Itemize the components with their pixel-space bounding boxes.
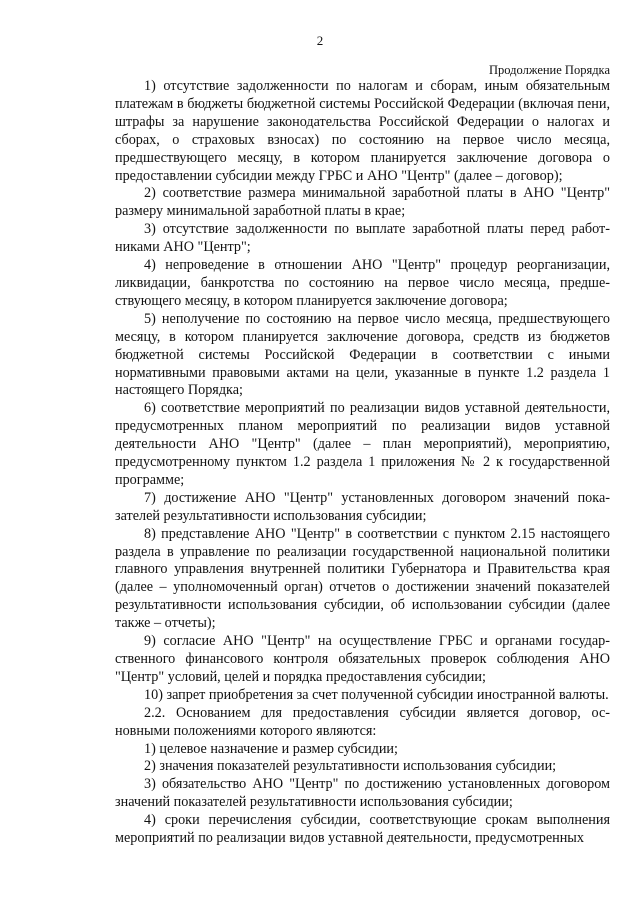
paragraph: 3) отсутствие задолженности по выплате заработной платы перед работниками АНО "Центр"; (115, 221, 610, 256)
paragraph: 6) соответствие мероприятий по реализации видов уставной деятельности, предусмотренных планом мероприятий по реализации видов уставной деятельности АНО "Центр" (далее – план мероприятий), мероприятию, предусмотренному пунктом 1.2 раздела 1 приложения № 2 к государственной программе; (115, 400, 610, 488)
paragraph: 8) представление АНО "Центр" в соответствии с пунктом 2.15 настоящего раздела в управление по реализации государственной национальной политики главного управления внутренней политики Губернатора и Правительства края (далее – уполномоченный орган) отчетов о достижении значений показателей результативности использования субсидии, об использовании субсидии (далее также – отчеты); (115, 525, 610, 632)
continuation-label: Продолжение Порядка (489, 63, 610, 77)
paragraph: 1) целевое назначение и размер субсидии; (144, 740, 398, 757)
paragraph: 5) неполучение по состоянию на первое число месяца, предшествующего месяцу, в котором планируется заключение договора, средств из бюджетов бюджетной системы Российской Федерации в соответствии с иными нормативными правовыми актами на цели, указанные в пункте 1.2 раздела 1 настоящего Порядка; (115, 310, 610, 399)
document-body (115, 78, 610, 848)
paragraph: 2.2. Основанием для предоставления субсидии является договор, основными положениями которого являются: (115, 704, 610, 739)
paragraph: 2) соответствие размера минимальной заработной платы в АНО "Центр" размеру минимальной заработной платы в крае; (115, 185, 610, 220)
paragraph: 9) согласие АНО "Центр" на осуществление ГРБС и органами государственного финансового контроля обязательных проверок соблюдения АНО "Центр" условий, целей и порядка предоставления субсидии; (115, 633, 610, 685)
paragraph: 7) достижение АНО "Центр" установленных договором значений показателей результативности использования субсидии; (115, 489, 610, 524)
paragraph: 2) значения показателей результативности использования субсидии; (144, 758, 557, 775)
page-number: 2 (316, 33, 324, 48)
paragraph: 4) сроки перечисления субсидии, соответствующие срокам выполнения мероприятий по реализации видов уставной деятельности, предусмотренных (115, 812, 610, 847)
paragraph: 4) непроведение в отношении АНО "Центр" процедур реорганизации, ликвидации, банкротства по состоянию на первое число месяца, предшествующего месяцу, в котором планируется заключение договора; (115, 257, 610, 309)
paragraph: 10) запрет приобретения за счет полученной субсидии иностранной валюты. (144, 686, 609, 703)
paragraph: 1) отсутствие задолженности по налогам и сборам, иным обязательным платежам в бюджеты бюджетной системы Российской Федерации (включая пени, штрафы за нарушение законодательства Российской Федерации о налогах и сборах, о страховых взносах) по состоянию на первое число месяца, предшествующего месяцу, в котором планируется заключение договора о предоставлении субсидии между ГРБС и АНО "Центр" (далее – договор); (115, 78, 610, 184)
paragraph: 3) обязательство АНО "Центр" по достижению установленных договором значений показателей результативности использования субсидии; (115, 776, 610, 811)
